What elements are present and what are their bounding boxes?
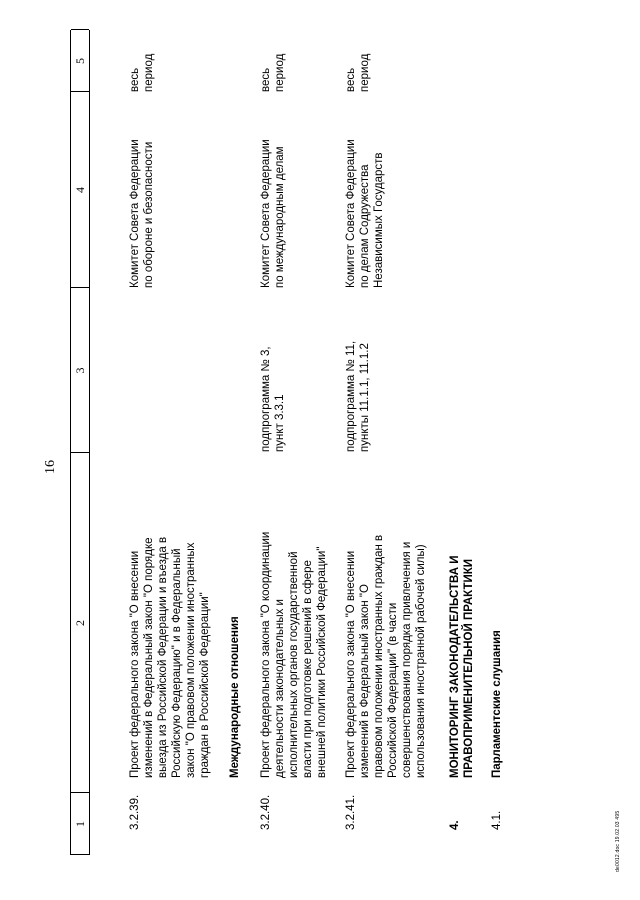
- row-committee: Комитет Совета Федерации по обороне и безопасности: [129, 139, 155, 288]
- column-header-3: 3: [73, 367, 87, 374]
- row-number: 3.2.39.: [129, 794, 141, 830]
- row-program: подпрограмма № 3, пункт 3.3.1: [260, 346, 286, 452]
- footer-note: de0012.doc 19.02.03 495: [615, 810, 621, 872]
- column-header-1: 1: [73, 821, 87, 827]
- table-header: [70, 30, 90, 855]
- row-number: 3.2.41.: [345, 794, 357, 830]
- row-committee: Комитет Совета Федерации по делам Содружества Независимых Государств: [345, 139, 385, 288]
- row-title: Парламентские слушания: [491, 630, 503, 778]
- page-number: 16: [43, 460, 58, 474]
- row-title: Проект федерального закона "О внесении изменений в Федеральный закон "О порядке выезда из Российской Федерации и въезда в Российскую Федерацию" и в Федеральный закон "О правовом положении иностранных граждан в Российской Федерации": [129, 536, 211, 778]
- row-title: Проект федерального закона "О координации деятельности законодательных и исполнительных органов государственной власти при подготовке решений в сфере внешней политики Российской Федерации": [260, 531, 328, 778]
- section-heading: Международные отношения: [229, 616, 241, 778]
- row-period: весь период: [345, 53, 371, 92]
- row-number: 3.2.40.: [260, 794, 272, 830]
- row-title: Проект федерального закона "О внесении изменений в Федеральный закон "О правовом положении иностранных граждан в Российской Федерации" (в части совершенствования порядка привлечения и использования иностранной рабочей силы): [345, 534, 427, 778]
- row-committee: Комитет Совета Федерации по международным делам: [260, 139, 286, 288]
- row-number: 4.: [449, 820, 461, 830]
- row-period: весь период: [260, 53, 286, 92]
- row-program: подпрограмма № 11, пункты 11.1.1, 11.1.2: [345, 340, 371, 452]
- column-header-4: 4: [73, 187, 87, 193]
- column-header-5: 5: [73, 58, 87, 64]
- column-header-2: 2: [73, 620, 87, 626]
- section-title: МОНИТОРИНГ ЗАКОНОДАТЕЛЬСТВА И ПРАВОПРИМЕНИТЕЛЬНОЙ ПРАКТИКИ: [449, 555, 475, 778]
- row-number: 4.1.: [491, 810, 503, 830]
- column-divider: [71, 29, 89, 30]
- row-period: весь период: [129, 53, 155, 92]
